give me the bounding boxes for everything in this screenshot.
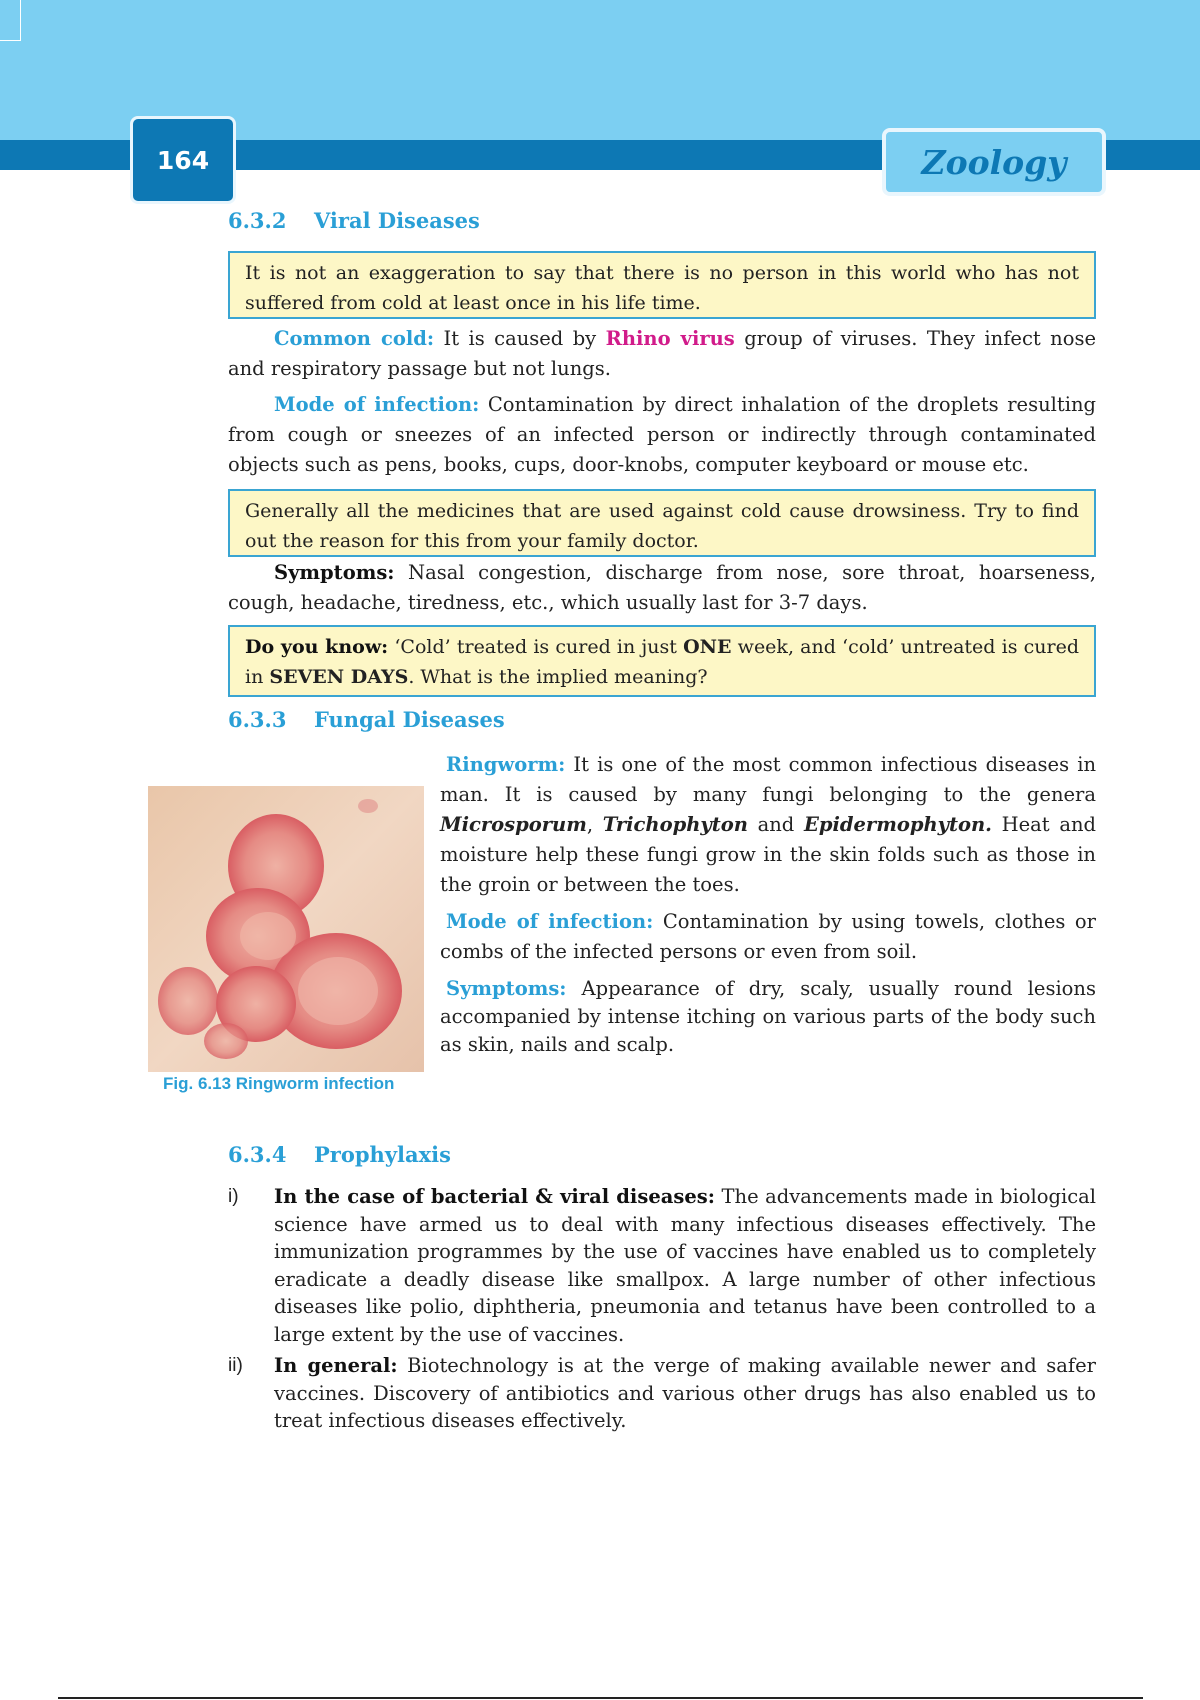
rhino-virus-term: Rhino virus xyxy=(605,327,735,350)
fungal-symptoms-text: Appearance of dry, scaly, usually round lesions accompanied by intense itching on various parts of the body such as skin, nails and scalp. xyxy=(440,977,1096,1056)
list-item-body xyxy=(274,1183,1096,1348)
section-title: Viral Diseases xyxy=(314,208,480,233)
do-you-know-text-2: week, and ‘cold’ untreated is cured in xyxy=(245,636,1079,688)
do-you-know-text-3: . What is the implied meaning? xyxy=(408,666,708,688)
common-cold-text-end: group of viruses. They infect nose and respiratory passage but not lungs. xyxy=(228,327,1096,380)
section-title: Fungal Diseases xyxy=(314,707,505,732)
list-marker: ii) xyxy=(228,1355,243,1376)
fungal-mode-text: Contamination by using towels, clothes or combs of the infected persons or even from soil. xyxy=(440,910,1096,963)
prophylaxis-item xyxy=(228,1183,1096,1348)
genus-separator: and xyxy=(747,813,804,836)
crop-mark xyxy=(0,0,21,41)
page-number: 164 xyxy=(130,116,236,204)
viral-mode-of-infection-paragraph xyxy=(228,390,1096,480)
fungal-symptoms-paragraph xyxy=(440,975,1096,1059)
section-number: 6.3.2 xyxy=(228,208,287,233)
section-title: Prophylaxis xyxy=(314,1142,451,1167)
item-lead: In the case of bacterial & viral diseases: xyxy=(274,1185,715,1208)
prophylaxis-item xyxy=(228,1352,1096,1435)
fungal-mode-lead: Mode of infection: xyxy=(446,910,654,933)
ringworm-text-end: Heat and moisture help these fungi grow in the skin folds such as those in the groin or between the toes. xyxy=(440,813,1096,896)
genus-separator: , xyxy=(586,813,603,836)
intro-note-box: It is not an exaggeration to say that there is no person in this world who has not suffered from cold at least once in his life time. xyxy=(228,251,1096,319)
viral-symptoms-text: Nasal congestion, discharge from nose, sore throat, hoarseness, cough, headache, tiredness, etc., which usually last for 3-7 days. xyxy=(228,561,1096,614)
section-number: 6.3.4 xyxy=(228,1142,287,1167)
do-you-know-box xyxy=(228,625,1096,697)
section-number: 6.3.3 xyxy=(228,707,287,732)
viral-mode-text: Contamination by direct inhalation of the droplets resulting from cough or sneezes of an infected person or indirectly through contaminated objects such as pens, books, cups, door-knobs, computer keyboard or mouse etc. xyxy=(228,393,1097,476)
fungal-mode-of-infection-paragraph xyxy=(440,907,1096,967)
seven-days-emphasis: SEVEN DAYS xyxy=(269,666,409,688)
viral-symptoms-paragraph xyxy=(228,558,1096,618)
fungal-symptoms-lead: Symptoms: xyxy=(446,977,567,1000)
do-you-know-text-1: ‘Cold’ treated is cured in just xyxy=(388,636,684,658)
viral-mode-lead: Mode of infection: xyxy=(274,393,480,416)
item-text: The advancements made in biological science have armed us to deal with many infectious diseases effectively. The immunization programmes by the use of vaccines have enabled us to completely eradicate a deadly disease like smallpox. A large number of other infectious diseases like polio, diphtheria, pneumonia and tetanus have been controlled to a large extent by the use of vaccines. xyxy=(274,1185,1096,1346)
section-heading-fungal-diseases xyxy=(228,707,505,732)
do-you-know-lead: Do you know: xyxy=(245,636,389,658)
ringworm-paragraph xyxy=(440,750,1096,900)
ringworm-lead: Ringworm: xyxy=(446,753,566,776)
ringworm-photo xyxy=(148,786,424,1072)
genus-epidermophyton: Epidermophyton. xyxy=(803,813,992,836)
footer-rule xyxy=(58,1697,1143,1699)
item-lead: In general: xyxy=(274,1354,398,1377)
list-item-body xyxy=(274,1352,1096,1435)
ringworm-text: It is one of the most common infectious diseases in man. It is caused by many fungi belonging to the genera xyxy=(440,753,1096,806)
genus-microsporum: Microsporum xyxy=(440,813,587,836)
item-text: Biotechnology is at the verge of making available newer and safer vaccines. Discovery of antibiotics and various other drugs has also enabled us to treat infectious diseases effectively. xyxy=(274,1354,1096,1432)
viral-symptoms-lead: Symptoms: xyxy=(274,561,395,584)
section-heading-viral-diseases xyxy=(228,208,480,233)
subject-title: Zoology xyxy=(882,128,1106,196)
one-emphasis: ONE xyxy=(683,636,732,658)
genus-trichophyton: Trichophyton xyxy=(602,813,748,836)
common-cold-paragraph xyxy=(228,324,1096,384)
figure-caption: Fig. 6.13 Ringworm infection xyxy=(163,1074,395,1093)
common-cold-lead: Common cold: xyxy=(274,327,435,350)
medicine-note-box: Generally all the medicines that are used against cold cause drowsiness. Try to find out the reason for this from your family doctor. xyxy=(228,489,1096,557)
list-marker: i) xyxy=(228,1186,239,1207)
section-heading-prophylaxis xyxy=(228,1142,451,1167)
common-cold-text: It is caused by xyxy=(434,327,606,350)
